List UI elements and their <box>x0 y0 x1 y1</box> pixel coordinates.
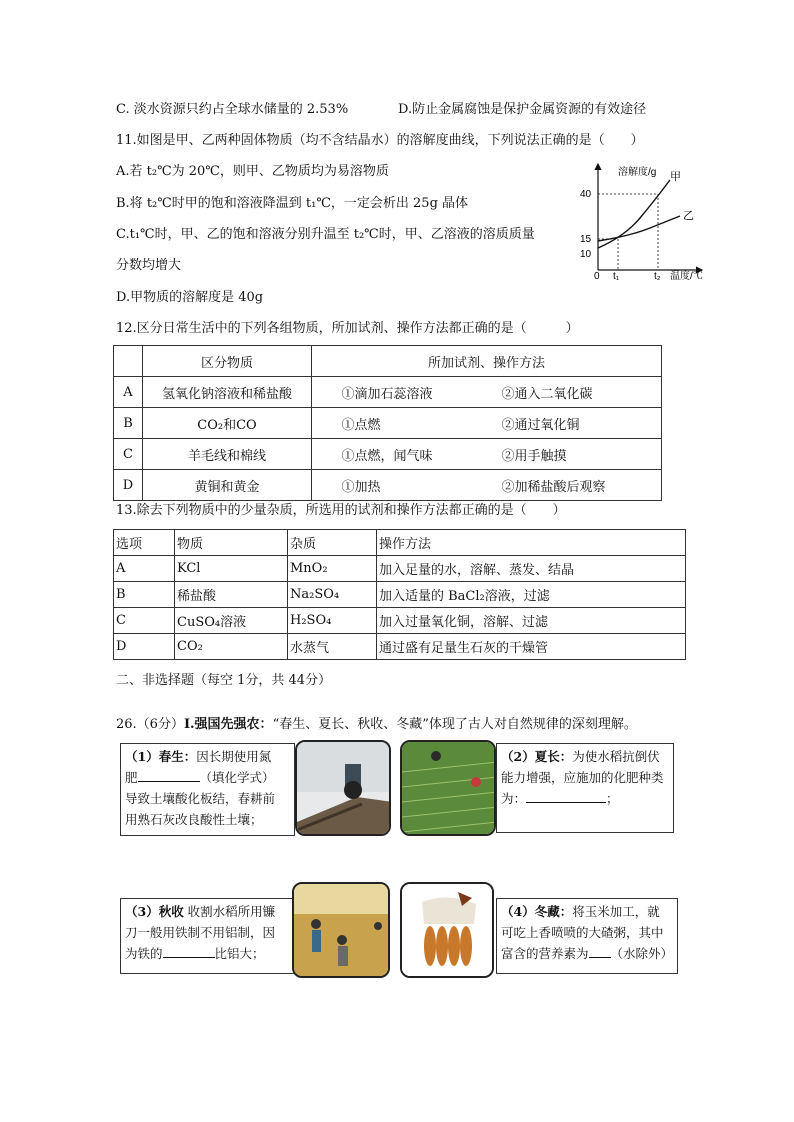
q11-option-c-cont: 分数均增大 <box>116 258 182 273</box>
box-text: 收割水稻所用镰 <box>183 904 276 919</box>
q10-option-d: D.防止金属腐蚀是保护金属资源的有效途径 <box>398 102 647 117</box>
table-cell: H₂SO₄ <box>288 608 377 634</box>
table-row <box>114 530 686 556</box>
table-cell: A <box>114 377 143 408</box>
table-cell: 加入足量的水，溶解、蒸发、结晶 <box>377 556 686 582</box>
q11-option-a: A.若 t₂℃为 20℃，则甲、乙物质均为易溶物质 <box>116 164 389 179</box>
table-row <box>114 408 662 439</box>
q26-stem <box>116 716 637 734</box>
table-cell: 加入适量的 BaCl₂溶液，过滤 <box>377 582 686 608</box>
q11-option-d: D.甲物质的溶解度是 40g <box>116 290 264 305</box>
q26-prefix: 26.（6分） <box>116 717 184 732</box>
table-row <box>114 377 662 408</box>
table-cell <box>312 470 662 501</box>
table-row <box>114 582 686 608</box>
table-row <box>114 556 686 582</box>
section-heading: 二、非选择题（每空 1分，共 44分） <box>116 673 332 688</box>
table-cell: 水蒸气 <box>288 634 377 660</box>
method-1: ①滴加石蕊溶液 <box>341 386 433 402</box>
method-1: ①点燃 <box>341 417 381 433</box>
xtick-0: 0 <box>594 271 600 282</box>
box-text: 因长期使用氮 <box>196 749 272 764</box>
method-2: ②加稀盐酸后观察 <box>501 479 606 495</box>
ytick-10: 10 <box>580 249 592 260</box>
table-cell: 氢氧化钠溶液和稀盐酸 <box>143 377 312 408</box>
label-yi: 乙 <box>683 209 694 222</box>
box-text: 为铁的 <box>125 946 163 961</box>
box-winter <box>496 898 678 974</box>
table-cell: CuSO₄溶液 <box>175 608 288 634</box>
rice-field-image <box>402 742 496 836</box>
q13-stem: 13.除去下列物质中的少量杂质，所选用的试剂和操作方法都正确的是（ ） <box>116 503 566 518</box>
table-row <box>114 634 686 660</box>
table-cell: 黄铜和黄金 <box>143 470 312 501</box>
photo-corn <box>400 882 494 978</box>
box-label: （4）冬藏： <box>501 904 573 919</box>
box-text: 能力增强，应施加的化肥种类 <box>501 770 664 785</box>
box-text: 比铝大； <box>214 946 265 961</box>
method-2: ②通入二氧化碳 <box>501 386 593 402</box>
box-label: （3）秋收 <box>125 904 184 919</box>
box-text: 肥 <box>125 770 138 785</box>
graph-xlabel: 温度/℃ <box>670 271 703 282</box>
table-row <box>114 470 662 501</box>
box-text: 将玉米加工，就 <box>572 904 660 919</box>
q13-table <box>113 529 686 660</box>
corn-image <box>402 884 494 978</box>
table-row <box>114 439 662 470</box>
photo-harvest <box>292 882 390 978</box>
box-text: 导致土壤酸化板结，春耕前 <box>125 791 276 806</box>
box-autumn <box>120 898 295 974</box>
q12-table <box>113 345 662 501</box>
q26-title: Ⅰ.强国先强农： <box>183 717 273 732</box>
answer-blank[interactable] <box>163 944 215 958</box>
table-cell: C <box>114 439 143 470</box>
box-text: （填化学式） <box>199 770 275 785</box>
table-cell: 通过盛有足量生石灰的干燥管 <box>377 634 686 660</box>
answer-blank[interactable] <box>526 789 606 803</box>
table-header-cell: 操作方法 <box>377 530 686 556</box>
q11-option-b: B.将 t₂℃时甲的饱和溶液降温到 t₁℃，一定会析出 25g 晶体 <box>116 196 469 211</box>
table-cell: 加入过量氧化铜，溶解、过滤 <box>377 608 686 634</box>
box-label: （2）夏长： <box>501 749 573 764</box>
photo-plowing-tractor <box>295 740 391 836</box>
xtick-t2: t₂ <box>654 271 661 282</box>
answer-blank[interactable] <box>138 768 200 782</box>
solubility-graph <box>570 158 710 282</box>
q12-stem: 12.区分日常生活中的下列各组物质，所加试剂、操作方法都正确的是（ ） <box>116 321 579 336</box>
table-header-cell: 选项 <box>114 530 175 556</box>
q11-stem: 11.如图是甲、乙两种固体物质（均不含结晶水）的溶解度曲线，下列说法正确的是（ ） <box>116 133 644 148</box>
box-label: （1）春生： <box>125 749 197 764</box>
table-cell: Na₂SO₄ <box>288 582 377 608</box>
table-header-cell: 所加试剂、操作方法 <box>312 346 662 377</box>
table-cell <box>312 377 662 408</box>
box-spring <box>120 743 295 836</box>
harvest-image <box>294 884 390 978</box>
graph-ylabel: 溶解度/g <box>618 167 657 178</box>
box-text: ； <box>606 791 619 806</box>
table-cell: B <box>114 408 143 439</box>
xtick-t1: t₁ <box>613 271 620 282</box>
table-row <box>114 346 662 377</box>
box-summer <box>496 743 674 833</box>
table-row <box>114 608 686 634</box>
table-header-cell <box>114 346 143 377</box>
box-text: 为： <box>501 791 527 806</box>
answer-blank[interactable] <box>589 944 611 958</box>
table-cell: D <box>114 634 175 660</box>
box-text: 用熟石灰改良酸性土壤； <box>125 812 263 827</box>
table-header-cell: 物质 <box>175 530 288 556</box>
table-cell: MnO₂ <box>288 556 377 582</box>
method-1: ①加热 <box>341 479 381 495</box>
table-cell: C <box>114 608 175 634</box>
table-cell <box>312 408 662 439</box>
method-1: ①点燃，闻气味 <box>341 448 433 464</box>
curve-jia <box>598 180 670 248</box>
method-2: ②用手触摸 <box>501 448 567 464</box>
table-cell: A <box>114 556 175 582</box>
table-header-cell: 区分物质 <box>143 346 312 377</box>
box-text: 可吃上香喷喷的大碴粥，其中 <box>501 925 664 940</box>
label-jia: 甲 <box>670 170 681 183</box>
table-cell: KCl <box>175 556 288 582</box>
method-2: ②通过氧化铜 <box>501 417 580 433</box>
table-cell: B <box>114 582 175 608</box>
table-cell: 羊毛线和棉线 <box>143 439 312 470</box>
ytick-15: 15 <box>580 234 592 245</box>
box-text: （水除外） <box>610 946 674 961</box>
box-text: 刀一般用铁制不用铝制，因 <box>125 925 276 940</box>
q10-option-c: C. 淡水资源只约占全球水储量的 2.53% <box>116 102 349 117</box>
table-cell: D <box>114 470 143 501</box>
table-cell <box>312 439 662 470</box>
table-header-cell: 杂质 <box>288 530 377 556</box>
tractor-image <box>297 742 391 836</box>
table-cell: 稀盐酸 <box>175 582 288 608</box>
box-text: 富含的营养素为 <box>501 946 589 961</box>
q26-rest: “春生、夏长、秋收、冬藏”体现了古人对自然规律的深刻理解。 <box>272 717 637 732</box>
photo-rice-field <box>400 740 496 836</box>
table-cell: CO₂和CO <box>143 408 312 439</box>
ytick-40: 40 <box>580 189 592 200</box>
table-cell: CO₂ <box>175 634 288 660</box>
box-text: 为使水稻抗倒伏 <box>572 749 660 764</box>
q11-option-c: C.t₁℃时，甲、乙的饱和溶液分别升温至 t₂℃时，甲、乙溶液的溶质质量 <box>116 227 535 242</box>
